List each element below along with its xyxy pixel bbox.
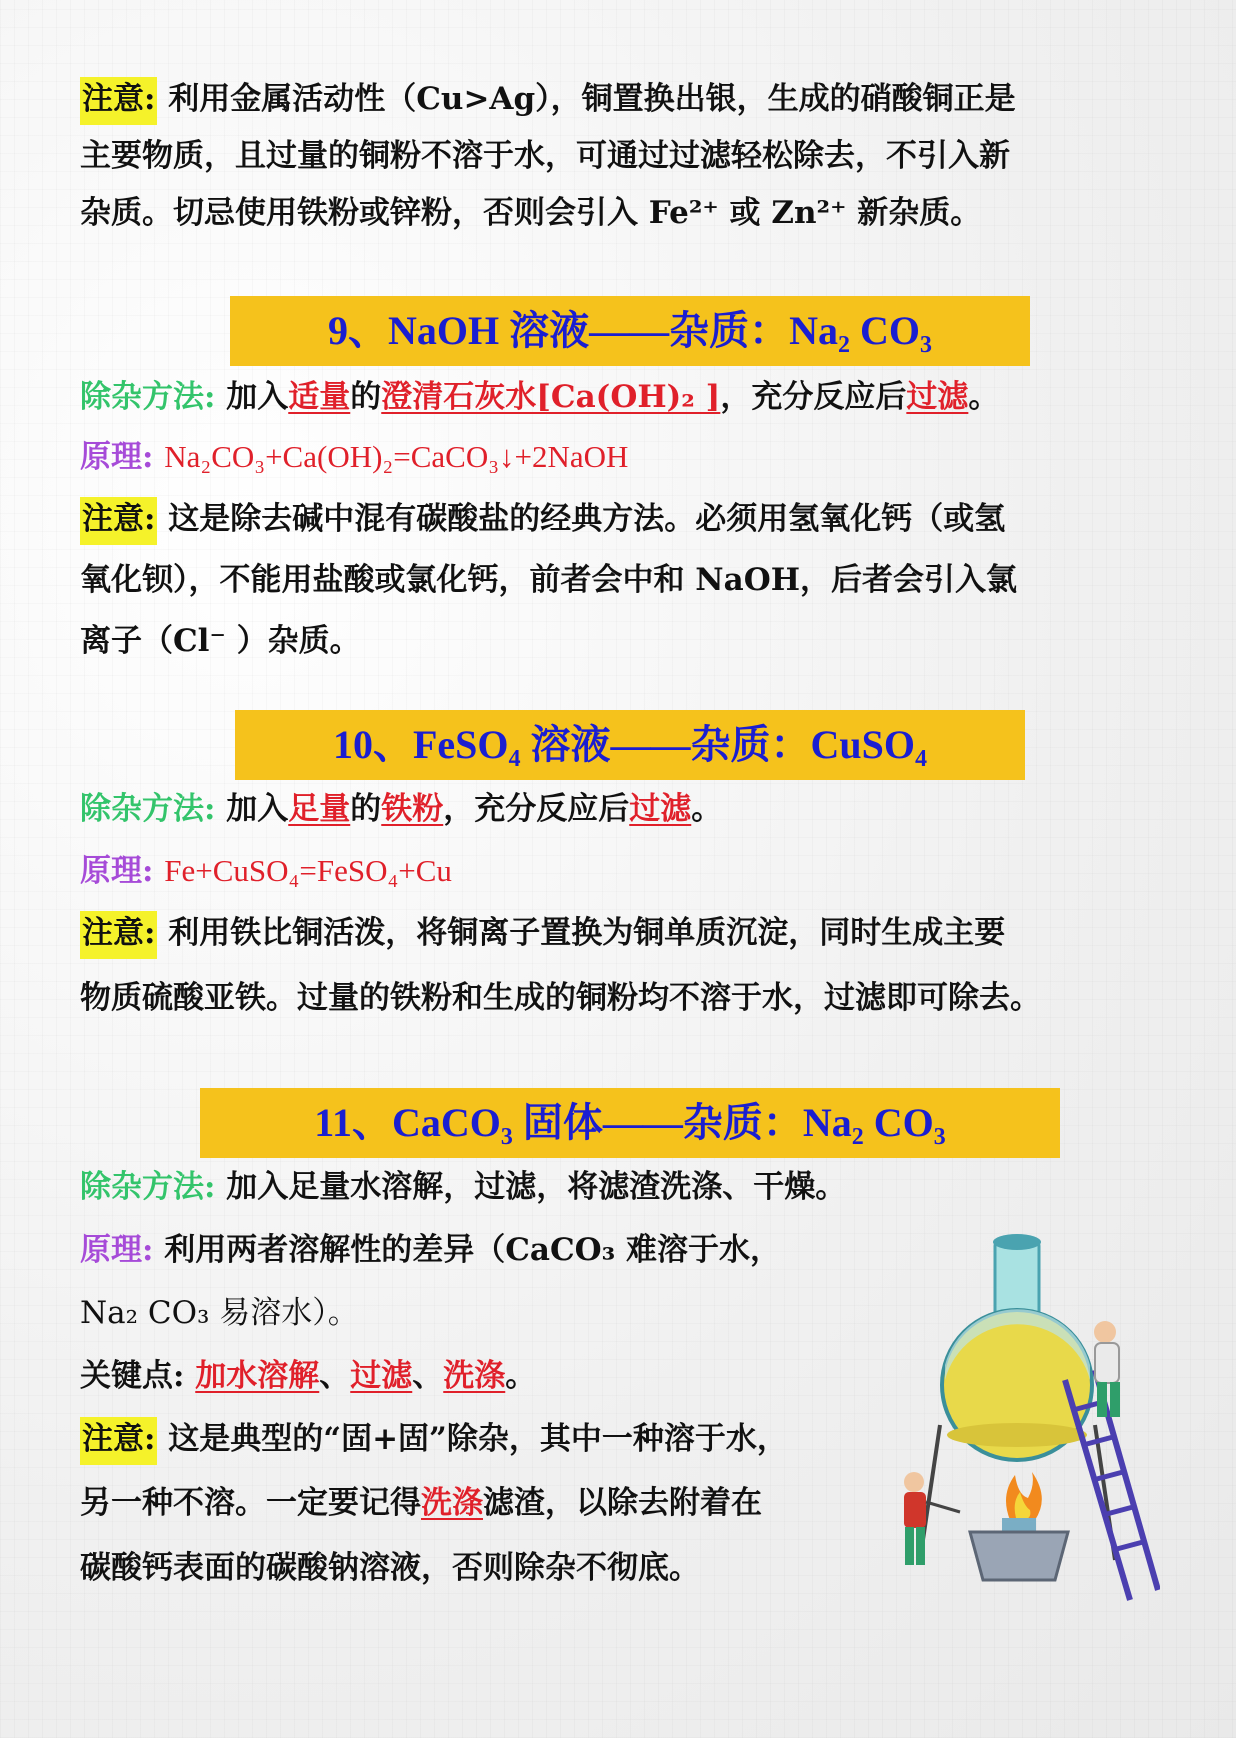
intro-note-line-3: 杂质。切忌使用铁粉或锌粉，否则会引入 Fe²⁺ 或 Zn²⁺ 新杂质。 xyxy=(80,195,982,231)
principle-line xyxy=(80,434,1156,480)
principle-tag: 原理: xyxy=(80,1232,154,1268)
method-line: 除杂方法: 加入适量的澄清石灰水[Ca(OH)₂ ]，充分反应后过滤。 xyxy=(80,379,1000,415)
highlight: 过滤 xyxy=(906,379,969,415)
note-tag: 注意: xyxy=(80,497,157,545)
highlight: 足量 xyxy=(288,791,351,827)
key-tag: 关键点: xyxy=(80,1358,185,1394)
formula: Fe+CuSO₄=FeSO₄+Cu xyxy=(164,853,452,888)
principle-tag: 原理: xyxy=(80,439,154,475)
section-title: 11、CaCO₃ 固体——杂质：Na₂ CO₃ xyxy=(200,1088,1060,1158)
note-line: 注意: 这是除去碱中混有碳酸盐的经典方法。必须用氢氧化钙（或氢 xyxy=(80,496,1156,542)
highlight: 适量 xyxy=(288,379,351,415)
intro-note-line-2: 主要物质，且过量的铜粉不溶于水，可通过过滤轻松除去，不引入新 xyxy=(80,138,1010,174)
highlight: 澄清石灰水[Ca(OH)₂ ] xyxy=(381,379,721,415)
note-line: 另一种不溶。一定要记得洗涤滤渣，以除去附着在 xyxy=(80,1485,762,1521)
highlight: 加水溶解 xyxy=(195,1358,320,1394)
note-line: 碳酸钙表面的碳酸钠溶液，否则除杂不彻底。 xyxy=(80,1550,700,1586)
note-line: 氧化钡），不能用盐酸或氯化钙，前者会中和 NaOH，后者会引入氯 xyxy=(80,562,1018,598)
method-line: 除杂方法: 加入足量水溶解，过滤，将滤渣洗涤、干燥。 xyxy=(80,1169,847,1205)
highlight: 铁粉 xyxy=(381,791,444,827)
note-tag: 注意: xyxy=(80,1417,157,1465)
highlight: 过滤 xyxy=(350,1358,413,1394)
note-line: 注意: 利用铁比铜活泼，将铜离子置换为铜单质沉淀，同时生成主要 xyxy=(80,910,1156,956)
highlight: 洗涤 xyxy=(421,1485,483,1521)
note-tag: 注意: xyxy=(80,911,157,959)
method-tag: 除杂方法: xyxy=(80,1169,216,1205)
principle-line: 原理: 利用两者溶解性的差异（CaCO₃ 难溶于水， xyxy=(80,1232,782,1268)
principle-line: Na₂ CO₃ 易溶水）。 xyxy=(80,1295,359,1331)
note-text: 利用金属活动性（Cu>Ag），铜置换出银，生成的硝酸铜正是 xyxy=(168,81,1016,117)
highlight: 过滤 xyxy=(629,791,692,827)
method-line: 除杂方法: 加入足量的铁粉，充分反应后过滤。 xyxy=(80,791,723,827)
chemist-flask-burner-ladder-icon xyxy=(900,1230,1160,1610)
note-tag: 注意: xyxy=(80,77,157,125)
intro-note-line-1 xyxy=(80,76,1156,122)
method-tag: 除杂方法: xyxy=(80,791,216,827)
key-line: 关键点: 加水溶解、过滤、洗涤。 xyxy=(80,1358,537,1394)
note-line: 物质硫酸亚铁。过量的铁粉和生成的铜粉均不溶于水，过滤即可除去。 xyxy=(80,980,1041,1016)
section-title: 10、FeSO₄ 溶液——杂质：CuSO₄ xyxy=(235,710,1025,780)
section-title: 9、NaOH 溶液——杂质：Na₂ CO₃ xyxy=(230,296,1030,366)
formula: Na₂CO₃+Ca(OH)₂=CaCO₃↓+2NaOH xyxy=(164,439,629,474)
principle-tag: 原理: xyxy=(80,853,154,889)
note-line: 注意: 这是典型的“固+固”除杂，其中一种溶于水， xyxy=(80,1416,1156,1462)
principle-line xyxy=(80,848,1156,894)
note-line: 离子（Cl⁻ ）杂质。 xyxy=(80,623,361,659)
highlight: 洗涤 xyxy=(443,1358,506,1394)
method-tag: 除杂方法: xyxy=(80,379,216,415)
